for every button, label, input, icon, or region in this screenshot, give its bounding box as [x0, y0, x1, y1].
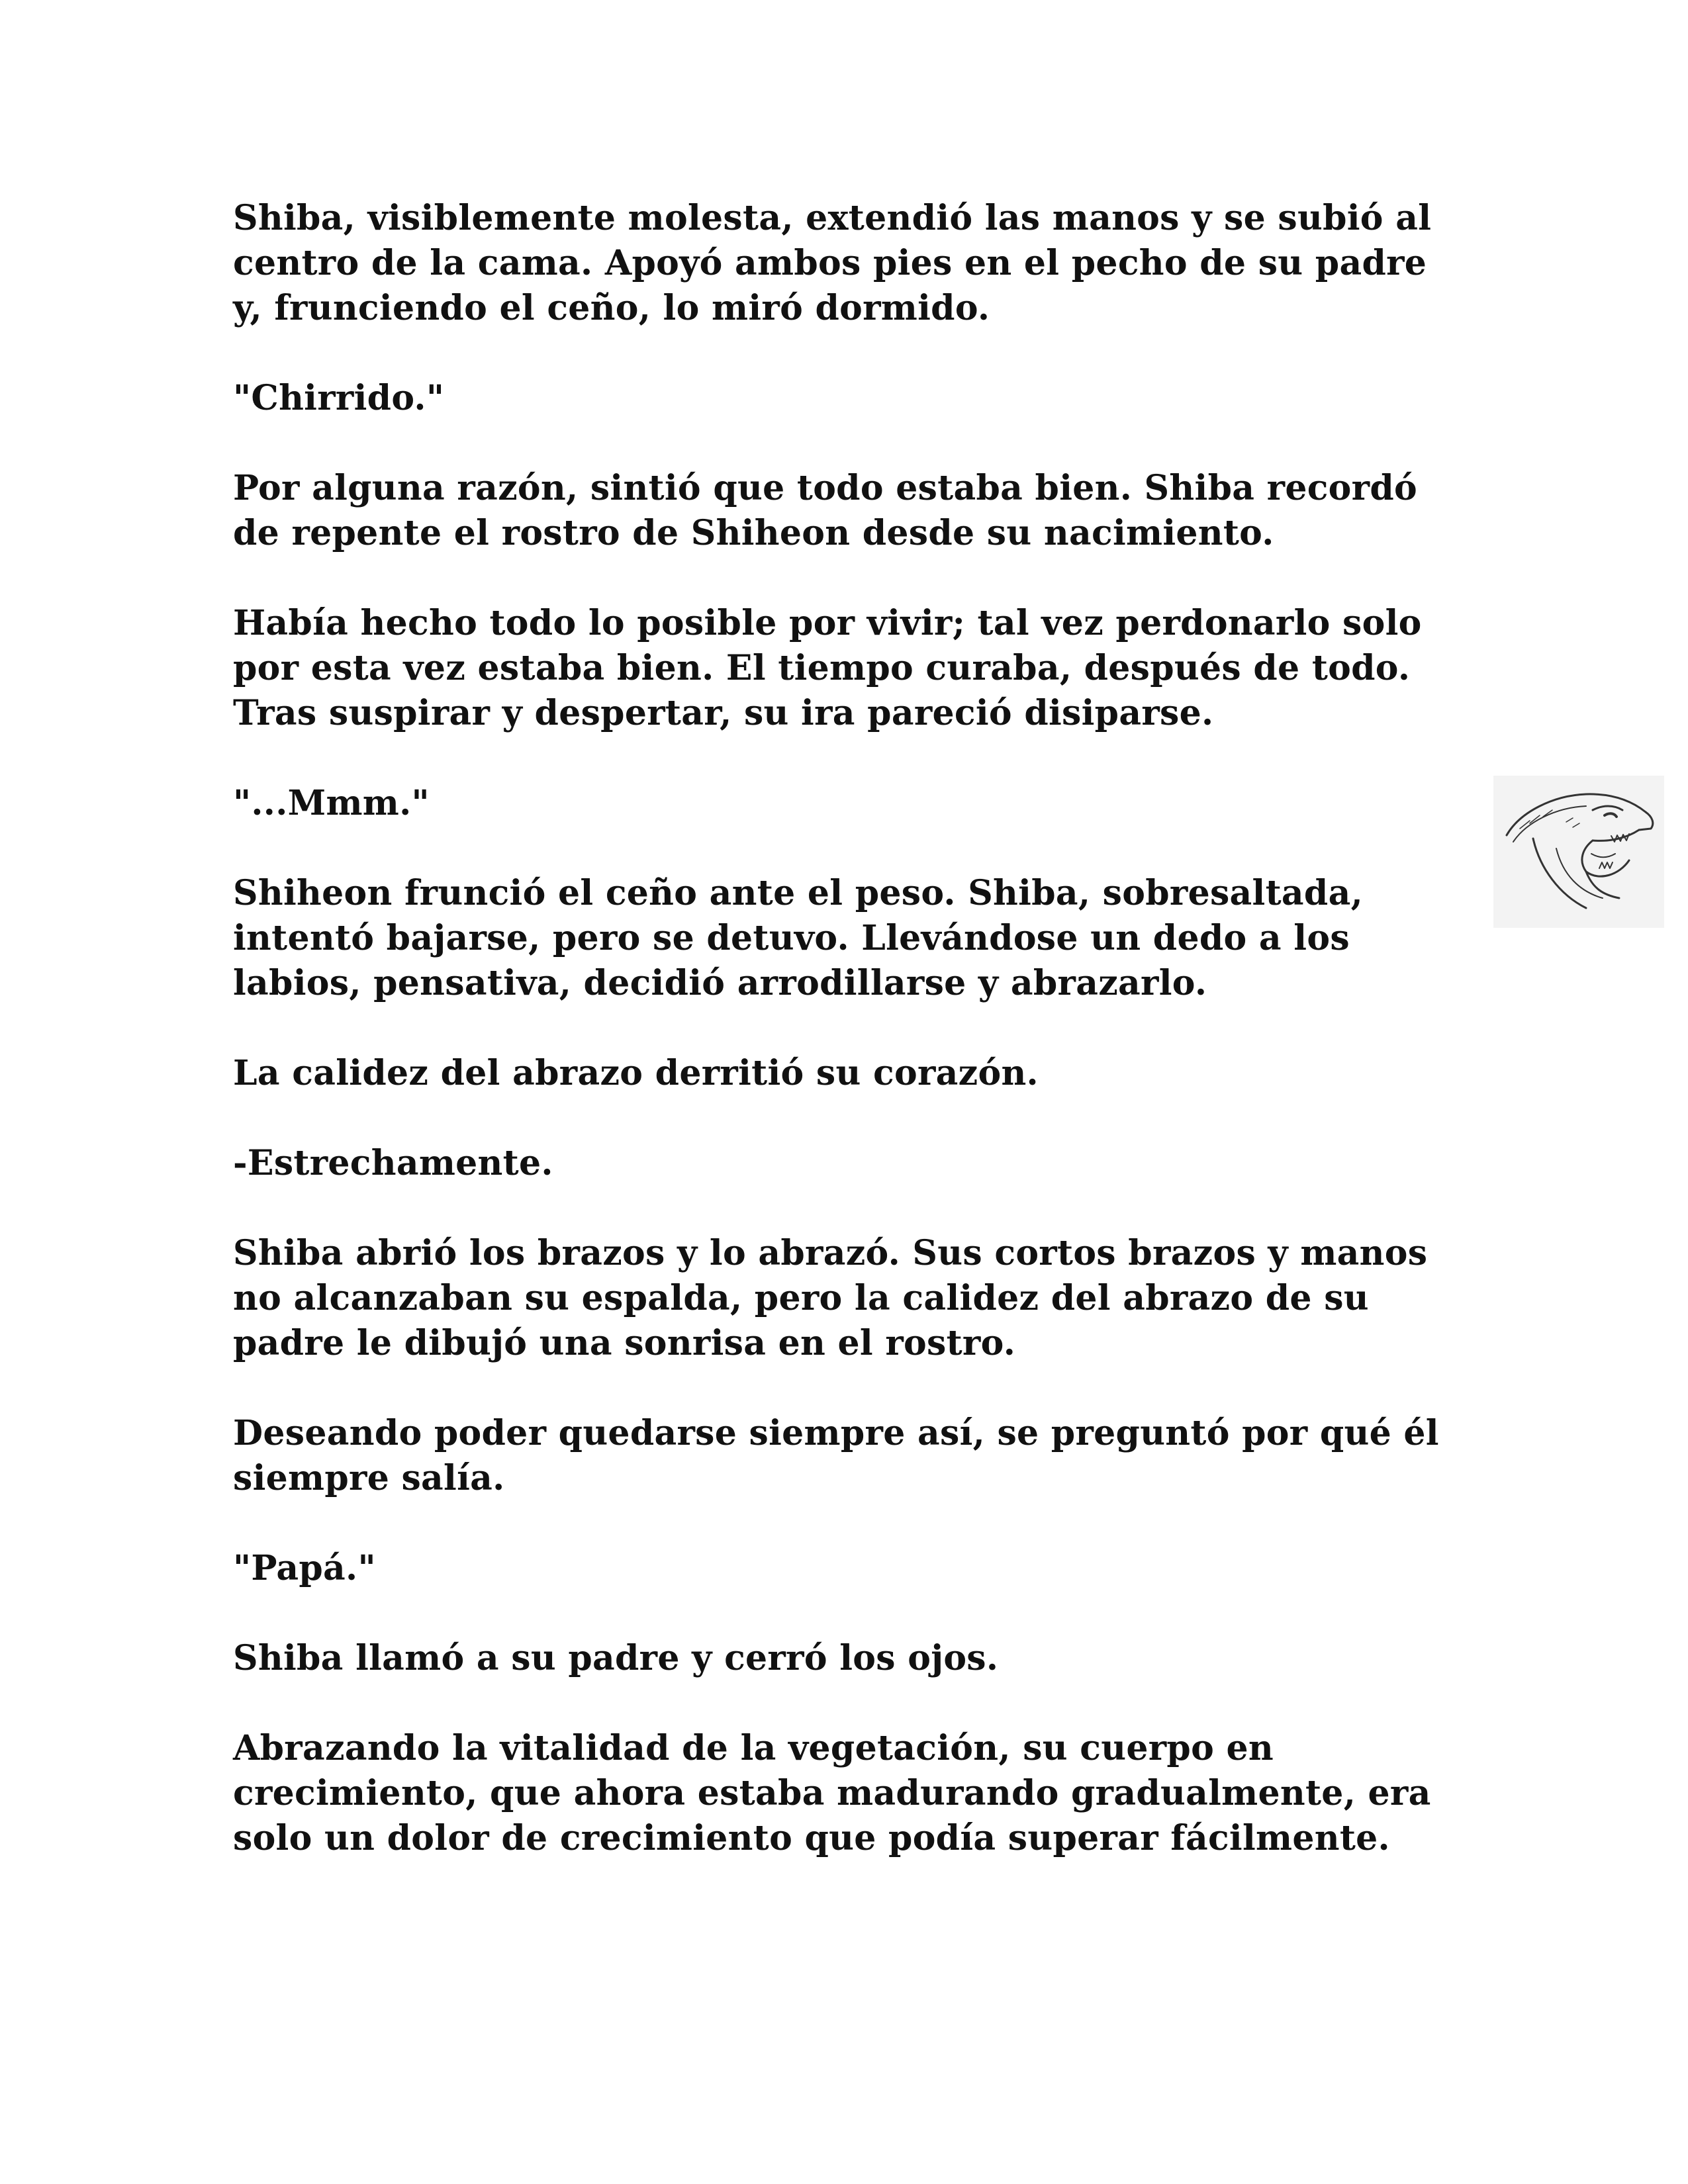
paragraph: Deseando poder quedarse siempre así, se preguntó por qué él siempre salía. — [233, 1413, 1439, 1498]
paragraph: -Estrechamente. — [233, 1143, 553, 1183]
paragraph: Shiba abrió los brazos y lo abrazó. Sus cortos brazos y manos no alcanzaban su espalda, pero la calidez del abrazo de su padre le dibujó una sonrisa en el rostro. — [233, 1233, 1428, 1363]
paragraph: Shiba llamó a su padre y cerró los ojos. — [233, 1638, 999, 1678]
chapter-text — [233, 196, 1477, 1906]
paragraph: La calidez del abrazo derritió su corazón. — [233, 1053, 1039, 1093]
paragraph: Por alguna razón, sintió que todo estaba bien. Shiba recordó de repente el rostro de Shiheon desde su nacimiento. — [233, 468, 1417, 553]
paragraph: Abrazando la vitalidad de la vegetación, su cuerpo en crecimiento, que ahora estaba madurando gradualmente, era solo un dolor de crecimiento que podía superar fácilmente. — [233, 1728, 1431, 1858]
paragraph: "Papá." — [233, 1548, 376, 1588]
paragraph: Shiba, visiblemente molesta, extendió las manos y se subió al centro de la cama. Apoyó ambos pies en el pecho de su padre y, frunciendo el ceño, lo miró dormido. — [233, 198, 1432, 328]
paragraph: Shiheon frunció el ceño ante el peso. Shiba, sobresaltada, intentó bajarse, pero se detuvo. Llevándose un dedo a los labios, pensativa, decidió arrodillarse y abrazarlo. — [233, 873, 1363, 1003]
paragraph: Había hecho todo lo posible por vivir; tal vez perdonarlo solo por esta vez estaba bien. El tiempo curaba, después de todo. Tras suspirar y despertar, su ira pareció disiparse. — [233, 603, 1422, 733]
dinosaur-head-sketch-icon — [1493, 776, 1664, 928]
paragraph: "...Mmm." — [233, 783, 430, 823]
paragraph: "Chirrido." — [233, 378, 445, 418]
